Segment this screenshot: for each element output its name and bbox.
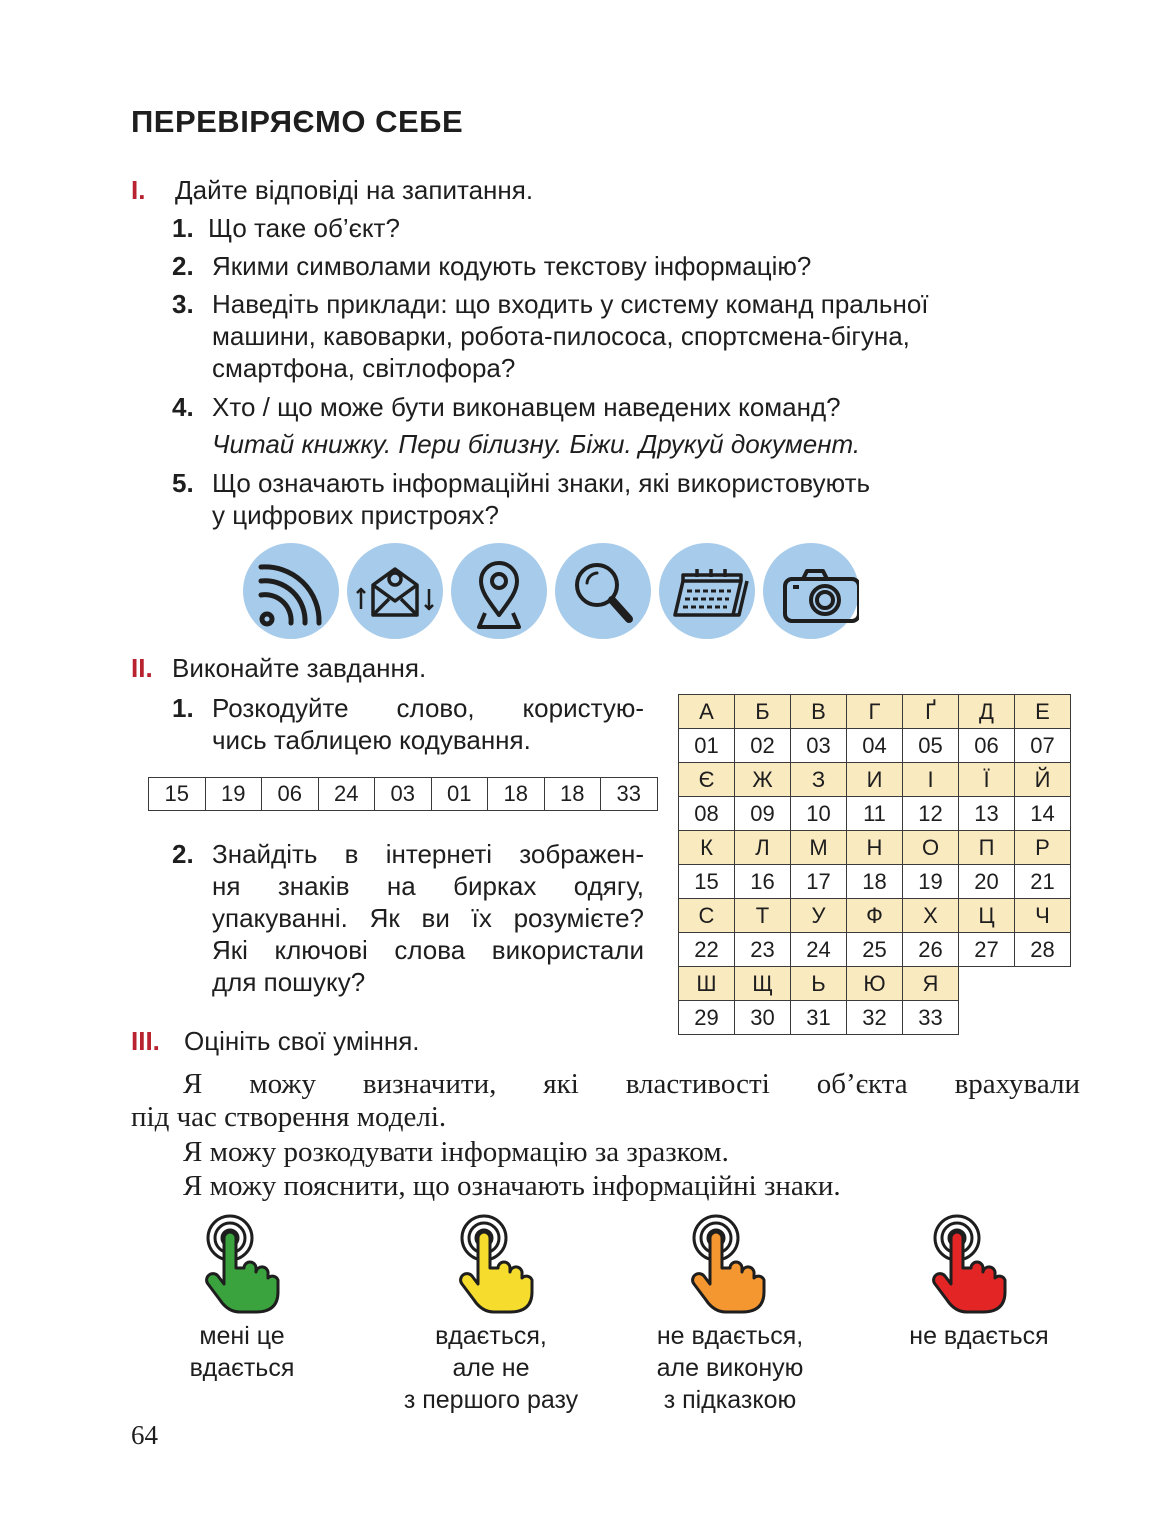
calendar-icon: [659, 543, 755, 639]
code-cell: 20: [959, 865, 1015, 899]
code-cell: 18: [847, 865, 903, 899]
code-cell: 04: [847, 729, 903, 763]
roman-numeral: I.: [131, 175, 146, 205]
letter-cell: Л: [735, 831, 791, 865]
letter-cell: Е: [1015, 695, 1071, 729]
letter-cell: У: [791, 899, 847, 933]
encoded-cell: 03: [375, 778, 432, 811]
letter-cell: Щ: [735, 967, 791, 1001]
encoded-cell: 06: [262, 778, 319, 811]
code-cell: 02: [735, 729, 791, 763]
code-cell: 10: [791, 797, 847, 831]
letter-cell: Б: [735, 695, 791, 729]
search-icon: [555, 543, 651, 639]
letter-cell: Ф: [847, 899, 903, 933]
letter-cell: К: [679, 831, 735, 865]
letter-cell: П: [959, 831, 1015, 865]
code-cell: 16: [735, 865, 791, 899]
code-cell: 07: [1015, 729, 1071, 763]
letter-cell: Ї: [959, 763, 1015, 797]
letter-cell: Й: [1015, 763, 1071, 797]
code-cell: 28: [1015, 933, 1071, 967]
code-cell: 13: [959, 797, 1015, 831]
empty-cell: [959, 1001, 1015, 1035]
page-number: 64: [131, 1420, 158, 1450]
rating-caption-green: [162, 1320, 322, 1384]
task-text-line: чись таблицею кодування.: [212, 725, 531, 755]
code-cell: 17: [791, 865, 847, 899]
email-icon: [347, 543, 443, 639]
encoded-cell: 01: [431, 778, 488, 811]
code-cell: 01: [679, 729, 735, 763]
section-3-heading: [131, 1026, 420, 1057]
letter-cell: Я: [903, 967, 959, 1001]
empty-cell: [1015, 1001, 1071, 1035]
letter-cell: Ч: [1015, 899, 1071, 933]
caption-line: з першого разу: [403, 1386, 579, 1414]
task-2: [172, 838, 644, 998]
letter-cell: Ґ: [903, 695, 959, 729]
question-number: 4.: [172, 392, 194, 422]
question-4: [172, 391, 1052, 461]
code-cell: 33: [903, 1001, 959, 1035]
orange-hand-icon: [688, 1212, 768, 1316]
caption-line: але виконую: [656, 1354, 804, 1382]
code-cell: 24: [791, 933, 847, 967]
letter-cell: Є: [679, 763, 735, 797]
code-cell: 14: [1015, 797, 1071, 831]
letter-cell: Ю: [847, 967, 903, 1001]
letter-cell: С: [679, 899, 735, 933]
question-text: Якими символами кодують текстову інформацію?: [212, 251, 812, 281]
task-text-line: ня знаків на бирках одягу,: [212, 871, 644, 901]
empty-cell: [959, 967, 1015, 1001]
caption-line: вдається: [189, 1354, 295, 1382]
letter-cell: И: [847, 763, 903, 797]
letter-cell: Р: [1015, 831, 1071, 865]
section-heading-text: Оцініть свої уміння.: [184, 1026, 420, 1056]
empty-cell: [1015, 967, 1071, 1001]
letter-cell: А: [679, 695, 735, 729]
encoded-word-table: [148, 777, 658, 811]
letter-cell: Х: [903, 899, 959, 933]
caption-line: не вдається: [909, 1322, 1049, 1350]
caption-line: вдається,: [435, 1322, 547, 1350]
code-cell: 26: [903, 933, 959, 967]
task-text-line: Розкодуйте слово, користую-: [212, 693, 644, 723]
roman-numeral: II.: [131, 653, 153, 683]
roman-numeral: III.: [131, 1026, 160, 1056]
letter-cell: В: [791, 695, 847, 729]
question-5: [172, 467, 1052, 531]
question-text-line: у цифрових пристроях?: [212, 500, 499, 530]
section-heading-text: Дайте відповіді на запитання.: [175, 175, 534, 205]
question-number: 2.: [172, 251, 194, 281]
green-hand-icon: [202, 1212, 282, 1316]
camera-icon: [763, 543, 859, 639]
letter-cell: Ц: [959, 899, 1015, 933]
caption-line: не вдається,: [656, 1322, 804, 1350]
question-text-line: машини, кавоварки, робота-пилососа, спортсмена-бігуна,: [212, 321, 910, 351]
letter-cell: Г: [847, 695, 903, 729]
code-cell: 32: [847, 1001, 903, 1035]
yellow-hand-icon: [456, 1212, 536, 1316]
letter-cell: Н: [847, 831, 903, 865]
statement-line: Я можу визначити, які властивості об’єкта врахували: [183, 1068, 1080, 1100]
code-cell: 19: [903, 865, 959, 899]
question-1: [172, 212, 1052, 244]
code-cell: 27: [959, 933, 1015, 967]
question-number: 5.: [172, 468, 194, 498]
task-text-line: для пошуку?: [212, 967, 366, 997]
section-2-heading: [131, 653, 426, 684]
code-cell: 21: [1015, 865, 1071, 899]
question-text: Що таке об’єкт?: [208, 213, 400, 243]
rating-caption-yellow: [381, 1320, 601, 1416]
question-text-line: Наведіть приклади: що входить у систему команд пральної: [212, 289, 929, 319]
letter-cell: Ш: [679, 967, 735, 1001]
caption-line: але не: [452, 1354, 530, 1382]
code-cell: 11: [847, 797, 903, 831]
info-signs-row: [243, 543, 863, 639]
letter-cell: Ь: [791, 967, 847, 1001]
question-text: Хто / що може бути виконавцем наведених команд?: [212, 392, 841, 422]
section-1-heading: [131, 175, 533, 206]
letter-cell: Ж: [735, 763, 791, 797]
statement-line: Я можу пояснити, що означають інформаційні знаки.: [183, 1170, 841, 1202]
encoded-cell: 15: [149, 778, 206, 811]
encoded-cell: 18: [488, 778, 545, 811]
red-hand-icon: [929, 1212, 1009, 1316]
letter-cell: О: [903, 831, 959, 865]
letter-cell: Т: [735, 899, 791, 933]
letter-cell: Д: [959, 695, 1015, 729]
statement-line: під час створення моделі.: [131, 1101, 447, 1133]
code-cell: 30: [735, 1001, 791, 1035]
code-cell: 12: [903, 797, 959, 831]
letter-cell: З: [791, 763, 847, 797]
code-cell: 22: [679, 933, 735, 967]
task-number: 1.: [172, 693, 194, 723]
wifi-icon: [243, 543, 339, 639]
question-number: 3.: [172, 289, 194, 319]
task-text-line: Знайдіть в інтернеті зображен-: [212, 839, 644, 869]
coding-table: [678, 694, 1071, 1035]
encoded-cell: 24: [318, 778, 375, 811]
location-pin-icon: [451, 543, 547, 639]
question-number: 1.: [172, 213, 194, 243]
question-3: [172, 288, 1052, 384]
rating-caption-red: [884, 1320, 1074, 1352]
letter-cell: М: [791, 831, 847, 865]
question-example-commands: Читай книжку. Пери білизну. Біжи. Друкуй документ.: [212, 429, 861, 459]
task-1: [172, 692, 644, 756]
code-cell: 25: [847, 933, 903, 967]
rating-caption-orange: [640, 1320, 820, 1416]
code-cell: 09: [735, 797, 791, 831]
encoded-cell: 18: [544, 778, 601, 811]
code-cell: 06: [959, 729, 1015, 763]
question-text-line: Що означають інформаційні знаки, які використовують: [212, 468, 871, 498]
code-cell: 15: [679, 865, 735, 899]
caption-line: з підказкою: [663, 1386, 797, 1414]
caption-line: мені це: [199, 1322, 285, 1350]
code-cell: 31: [791, 1001, 847, 1035]
page-title: ПЕРЕВІРЯЄМО СЕБЕ: [131, 104, 464, 139]
letter-cell: І: [903, 763, 959, 797]
code-cell: 05: [903, 729, 959, 763]
section-heading-text: Виконайте завдання.: [172, 653, 427, 683]
code-cell: 29: [679, 1001, 735, 1035]
question-text-line: смартфона, світлофора?: [212, 353, 516, 383]
statement-line: Я можу розкодувати інформацію за зразком.: [183, 1136, 729, 1168]
code-cell: 03: [791, 729, 847, 763]
question-2: [172, 250, 1052, 282]
code-cell: 08: [679, 797, 735, 831]
task-text-line: Які ключові слова використали: [212, 935, 644, 965]
encoded-cell: 33: [601, 778, 658, 811]
task-text-line: упакуванні. Як ви їх розумієте?: [212, 903, 644, 933]
task-number: 2.: [172, 839, 194, 869]
encoded-cell: 19: [205, 778, 262, 811]
code-cell: 23: [735, 933, 791, 967]
